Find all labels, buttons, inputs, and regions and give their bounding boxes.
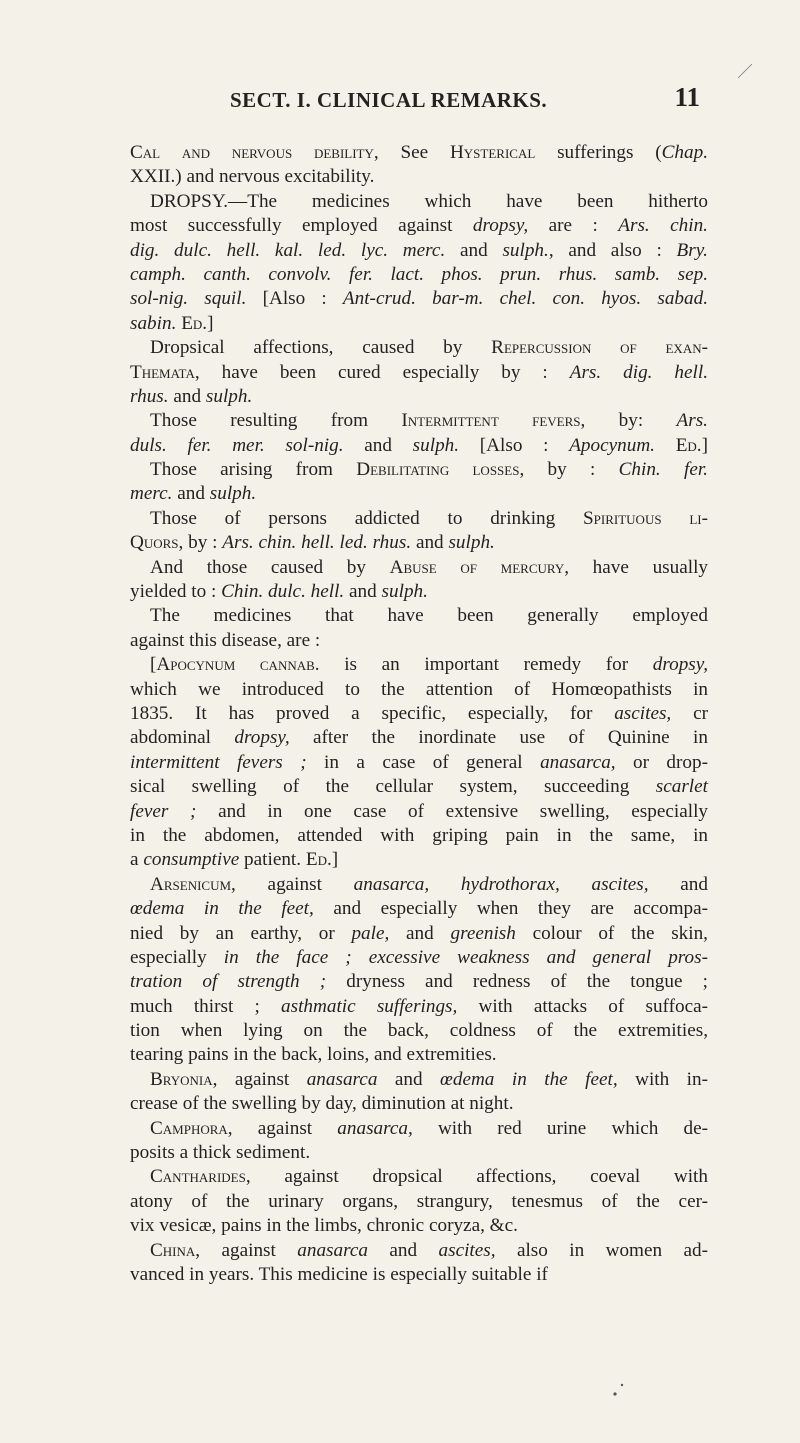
text-line: tearing pains in the back, loins, and extremities. (130, 1044, 497, 1066)
text-line: duls. fer. mer. sol-nig. and sulph. [Also : Apocynum. Ed.] (130, 434, 708, 456)
text-line: in the abdomen, attended with griping pain in the same, in (130, 824, 708, 846)
text-line: tion when lying on the back, coldness of the extremities, (130, 1020, 708, 1042)
text-line: crease of the swelling by day, diminution at night. (130, 1093, 514, 1115)
text-line: dig. dulc. hell. kal. led. lyc. merc. and sulph., and also : Bry. (130, 239, 708, 261)
text-line: sol-nig. squil. [Also : Ant-crud. bar-m. chel. con. hyos. sabad. (130, 288, 708, 310)
text-line: posits a thick sediment. (130, 1142, 311, 1164)
text-line: [Apocynum cannab. is an important remedy for dropsy, (150, 654, 709, 676)
text-line: Camphora, against anasarca, with red urine which de- (150, 1117, 708, 1139)
text-line: 1835. It has proved a specific, especially, for ascites, cr (130, 702, 708, 724)
text-line: most successfully employed against dropsy, are : Ars. chin. (130, 215, 708, 237)
text-line: merc. and sulph. (130, 483, 257, 505)
text-line: Quors, by : Ars. chin. hell. led. rhus. and sulph. (130, 532, 495, 554)
text-line: intermittent fevers ; in a case of general anasarca, or drop- (130, 751, 708, 773)
section-title: SECT. I. CLINICAL REMARKS. (230, 88, 548, 112)
page-number: 11 (674, 82, 700, 112)
text-line: Those of persons addicted to drinking Spirituous li- (150, 507, 708, 529)
text-line: which we introduced to the attention of Homœopathists in (130, 678, 708, 700)
text-line: Dropsical affections, caused by Repercussion of exan- (150, 337, 708, 359)
text-line: tration of strength ; dryness and redness of the tongue ; (130, 971, 708, 993)
text-line: The medicines that have been generally employed (150, 605, 708, 627)
text-line: sical swelling of the cellular system, succeeding scarlet (130, 776, 708, 798)
text-line: fever ; and in one case of extensive swelling, especially (130, 800, 708, 822)
paper-mark (613, 1392, 616, 1395)
text-line: atony of the urinary organs, strangury, tenesmus of the cer- (130, 1190, 708, 1212)
text-line: DROPSY.—The medicines which have been hitherto (150, 190, 708, 212)
text-line: against this disease, are : (130, 629, 321, 651)
text-line: a consumptive patient. Ed.] (130, 849, 339, 871)
text-line: China, against anasarca and ascites, also in women ad- (150, 1239, 708, 1261)
text-line: Those resulting from Intermittent fevers, by: Ars. (150, 410, 708, 432)
text-line: abdominal dropsy, after the inordinate use of Quinine in (130, 727, 708, 749)
text-line: Bryonia, against anasarca and œdema in the feet, with in- (150, 1068, 708, 1090)
text-line: camph. canth. convolv. fer. lact. phos. prun. rhus. samb. sep. (130, 263, 708, 285)
paper-mark (621, 1384, 623, 1386)
text-line: rhus. and sulph. (130, 385, 253, 407)
text-line: vix vesicæ, pains in the limbs, chronic coryza, &c. (130, 1215, 518, 1237)
text-line: Cal and nervous debility, See Hysterical sufferings (Chap. (130, 142, 708, 163)
text-line: Arsenicum, against anasarca, hydrothorax, ascites, and (150, 873, 708, 895)
text-line: œdema in the feet, and especially when they are accompa- (130, 898, 708, 920)
text-line: vanced in years. This medicine is especially suitable if (130, 1263, 548, 1285)
text-line: XXII.) and nervous excitability. (130, 166, 375, 188)
paper-mark (738, 64, 752, 78)
text-line: nied by an earthy, or pale, and greenish colour of the skin, (130, 922, 708, 944)
text-line: Those arising from Debilitating losses, by : Chin. fer. (150, 459, 708, 481)
text-line: much thirst ; asthmatic sufferings, with attacks of suffoca- (130, 995, 709, 1017)
text-line: And those caused by Abuse of mercury, have usually (150, 556, 708, 578)
text-line: especially in the face ; excessive weakness and general pros- (130, 946, 708, 968)
text-line: yielded to : Chin. dulc. hell. and sulph. (130, 581, 428, 603)
text-line: Cantharides, against dropsical affections, coeval with (150, 1166, 708, 1188)
text-line: Themata, have been cured especially by : Ars. dig. hell. (130, 361, 708, 383)
text-line: sabin. Ed.] (130, 312, 214, 334)
